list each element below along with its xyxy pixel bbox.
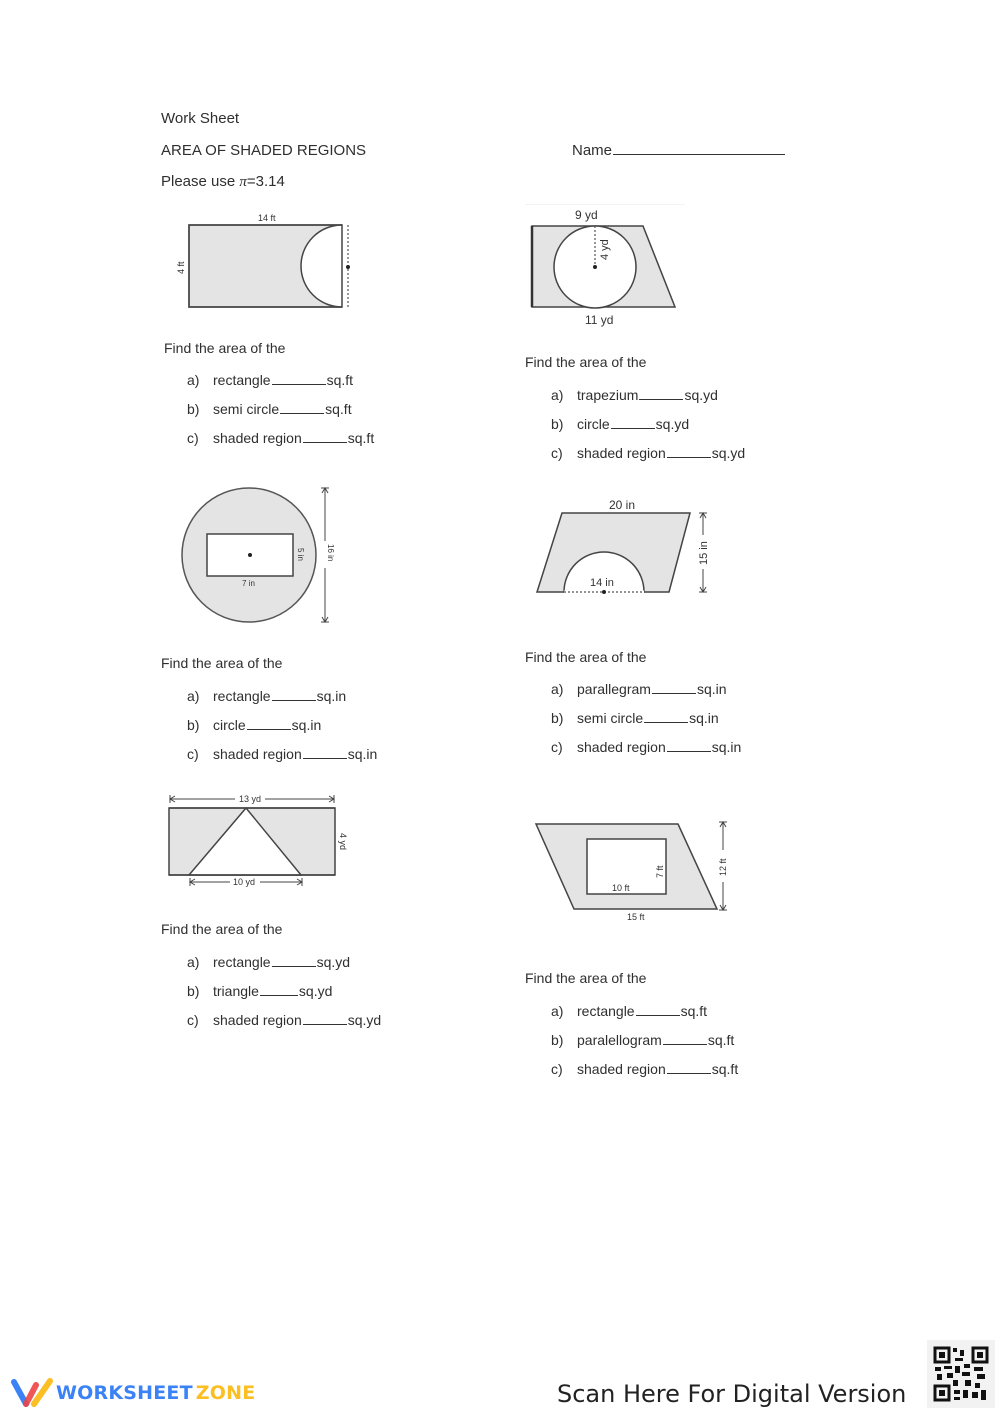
label-top: 9 yd	[575, 208, 598, 222]
scan-text: Scan Here For Digital Version	[557, 1380, 907, 1408]
prompt-1: Find the area of the	[164, 340, 286, 356]
instruction-prefix: Please use	[161, 173, 240, 190]
answer-blank[interactable]	[667, 456, 711, 458]
label-height: 5 in	[296, 548, 305, 561]
pi-instruction	[161, 173, 285, 191]
worksheetzone-logo-icon	[9, 1376, 53, 1410]
label-rect-width: 10 ft	[612, 883, 630, 893]
label-height: 12 ft	[718, 858, 728, 876]
answer-blank[interactable]	[272, 383, 326, 385]
figure-circle-rectangle	[170, 478, 340, 633]
answer-blank[interactable]	[644, 721, 688, 723]
label-bottom: 11 yd	[585, 313, 614, 327]
brand-zone: ZONE	[195, 1382, 256, 1404]
instruction-value: =3.14	[246, 173, 285, 190]
label-base: 15 ft	[627, 912, 645, 922]
brand-worksheet: WORKSHEET	[56, 1382, 193, 1404]
label-base: 10 yd	[233, 877, 256, 887]
figure-rectangle-triangle	[160, 788, 360, 893]
qr-code[interactable]	[927, 1340, 995, 1408]
pi-symbol: π	[239, 174, 247, 190]
label-diameter: 14 in	[590, 577, 614, 589]
question-2a: a) trapezium sq.yd	[551, 387, 718, 403]
answer-blank[interactable]	[611, 427, 655, 429]
name-blank[interactable]	[613, 153, 785, 155]
answer-blank[interactable]	[280, 412, 324, 414]
worksheet-subtitle: AREA OF SHADED REGIONS	[161, 142, 367, 159]
answer-blank[interactable]	[636, 1014, 680, 1016]
question-3c: c) shaded region sq.in	[187, 746, 378, 762]
prompt-4: Find the area of the	[525, 649, 647, 665]
question-6b: b) paralellogram sq.ft	[551, 1032, 735, 1048]
question-1b: b) semi circle sq.ft	[187, 401, 352, 417]
answer-blank[interactable]	[663, 1043, 707, 1045]
answer-blank[interactable]	[260, 994, 298, 996]
question-2b: b) circle sq.yd	[551, 416, 690, 432]
figure-parallelogram-rectangle	[520, 810, 740, 930]
label-side: 4 ft	[176, 261, 186, 274]
answer-blank[interactable]	[639, 398, 683, 400]
label-top: 13 yd	[239, 794, 262, 804]
prompt-6: Find the area of the	[525, 970, 647, 986]
figure-rectangle-semicircle	[170, 205, 360, 315]
question-3b: b) circle sq.in	[187, 717, 322, 733]
label-width: 7 in	[242, 579, 255, 588]
question-4c: c) shaded region sq.in	[551, 739, 742, 755]
question-4a: a) parallegram sq.in	[551, 681, 727, 697]
name-field[interactable]	[572, 142, 786, 159]
label-top: 20 in	[609, 498, 636, 512]
prompt-2: Find the area of the	[525, 354, 647, 370]
figure-trapezium-circle	[525, 200, 695, 330]
answer-blank[interactable]	[652, 692, 696, 694]
answer-blank[interactable]	[303, 1023, 347, 1025]
question-3a: a) rectangle sq.in	[187, 688, 347, 704]
name-label: Name	[572, 142, 613, 159]
question-1c: c) shaded region sq.ft	[187, 430, 375, 446]
label-height: 15 in	[698, 541, 710, 565]
question-4b: b) semi circle sq.in	[551, 710, 719, 726]
answer-blank[interactable]	[303, 757, 347, 759]
question-1a: a) rectangle sq.ft	[187, 372, 354, 388]
question-2c: c) shaded region sq.yd	[551, 445, 746, 461]
label-top: 14 ft	[258, 213, 276, 223]
question-6a: a) rectangle sq.ft	[551, 1003, 708, 1019]
answer-blank[interactable]	[247, 728, 291, 730]
question-6c: c) shaded region sq.ft	[551, 1061, 739, 1077]
figure-parallelogram-semicircle	[530, 495, 720, 600]
label-rect-height: 7 ft	[655, 865, 665, 878]
worksheet-title: Work Sheet	[161, 110, 240, 127]
answer-blank[interactable]	[667, 1072, 711, 1074]
answer-blank[interactable]	[272, 965, 316, 967]
label-side: 4 yd	[338, 833, 348, 851]
label-diameter: 16 in	[326, 544, 335, 562]
question-5b: b) triangle sq.yd	[187, 983, 333, 999]
answer-blank[interactable]	[667, 750, 711, 752]
prompt-5: Find the area of the	[161, 921, 283, 937]
answer-blank[interactable]	[272, 699, 316, 701]
question-5a: a) rectangle sq.yd	[187, 954, 351, 970]
question-5c: c) shaded region sq.yd	[187, 1012, 382, 1028]
label-radius: 4 yd	[599, 239, 611, 260]
prompt-3: Find the area of the	[161, 655, 283, 671]
qr-code-icon	[927, 1340, 995, 1408]
answer-blank[interactable]	[303, 441, 347, 443]
worksheetzone-logo[interactable]	[9, 1376, 255, 1410]
